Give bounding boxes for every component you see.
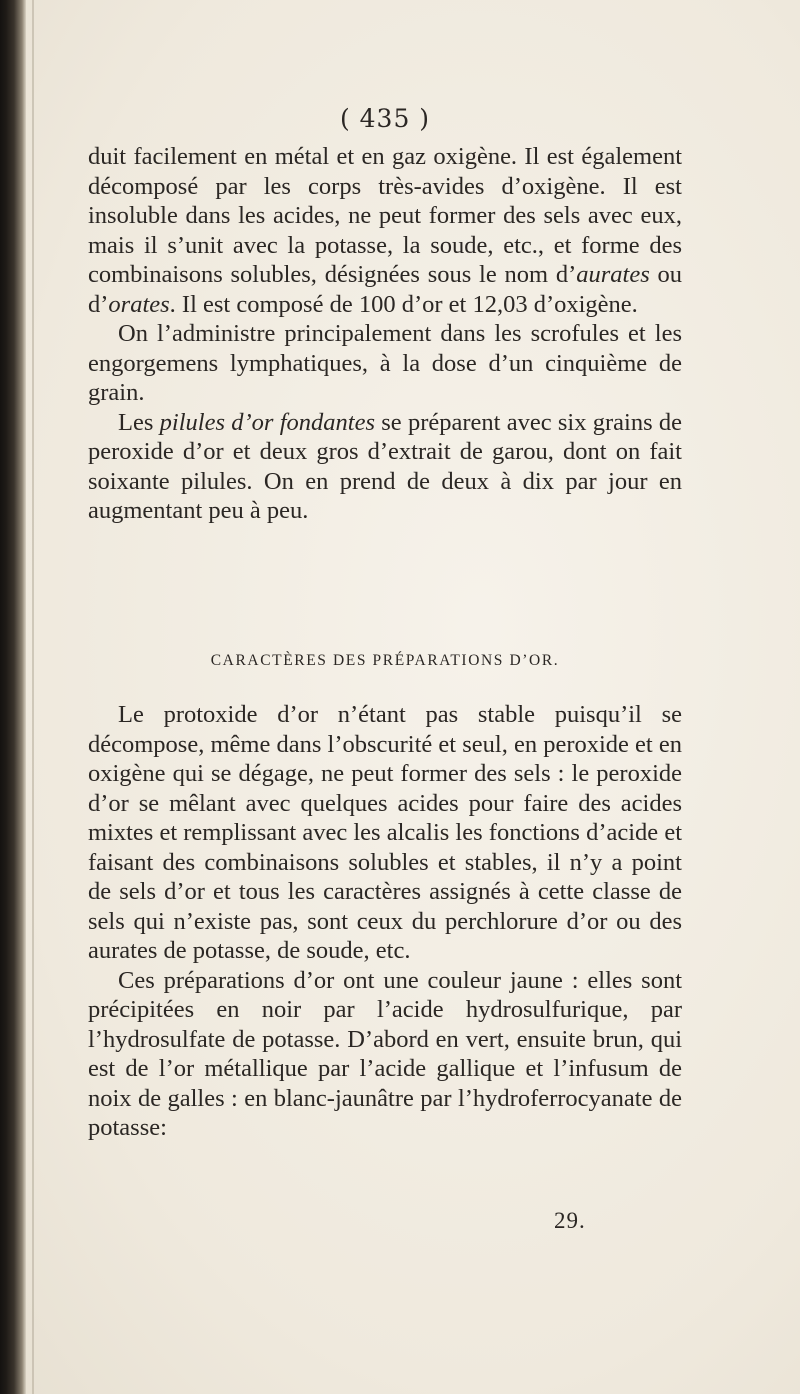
paragraph-pilules: Les pilules d’or fondantes se préparent avec six grains de peroxide d’or et deux gros d’extrait de garou, dont on fait soixante pilules. On en prend de deux à dix par jour en augmentant peu à peu. <box>88 408 683 524</box>
page-number: ( 435 ) <box>339 104 431 133</box>
book-binding-edge <box>0 0 26 1394</box>
paragraph-administration: On l’administre principalement dans les scrofules et les engorgemens lymphatiques, à la dose d’un cinquième de grain. <box>88 320 682 406</box>
paragraph-protoxide: Le protoxide d’or n’étant pas stable puisqu’il se décompose, même dans l’obscurité et seul, en peroxide et en oxigène qui se dégage, ne peut former des sels : le peroxide d’or se mêlant avec quelques acides pour faire des acides mixtes et remplissant avec les alcalis les fonctions d’acide et faisant des combinaisons solubles et stables, il n’y a point de sels d’or et tous les caractères assignés à cette classe de sels qui n’existe pas, sont ceux du perchlorure d’or ou des aurates de potasse, de soude, etc. <box>88 701 682 964</box>
paragraph-preparations: Ces préparations d’or ont une couleur jaune : elles sont précipitées en noir par l’acide hydrosulfurique, par l’hydrosulfate de potasse. D’abord en vert, ensuite brun, qui est de l’or métallique par l’acide gallique et l’infusum de noix de galles : en blanc-jaunâtre par l’hydroferrocyanate de potasse: <box>88 966 682 1141</box>
text-block-bottom <box>88 700 682 1143</box>
signature-mark: 29. <box>554 1208 586 1233</box>
term-pilules: pilules d’or fondantes <box>159 408 375 436</box>
term-orates: orates <box>108 290 170 318</box>
section-heading: CARACTÈRES DES PRÉPARATIONS D’OR. <box>210 652 560 669</box>
term-aurates: aurates <box>576 261 650 288</box>
gutter-line <box>32 0 34 1394</box>
paragraph-continued: duit facilement en métal et en gaz oxigène. Il est également décomposé par les corps très-avides d’oxigène. Il est insoluble dans les acides, ne peut former des sels avec eux, mais il s’unit avec la potasse, la soude, etc., et forme des combinaisons solubles, désignées sous le nom d’aurates ou d’orates. Il est composé de 100 d’or et 12,03 d’oxigène. <box>88 143 682 318</box>
text-block-top <box>88 142 682 526</box>
